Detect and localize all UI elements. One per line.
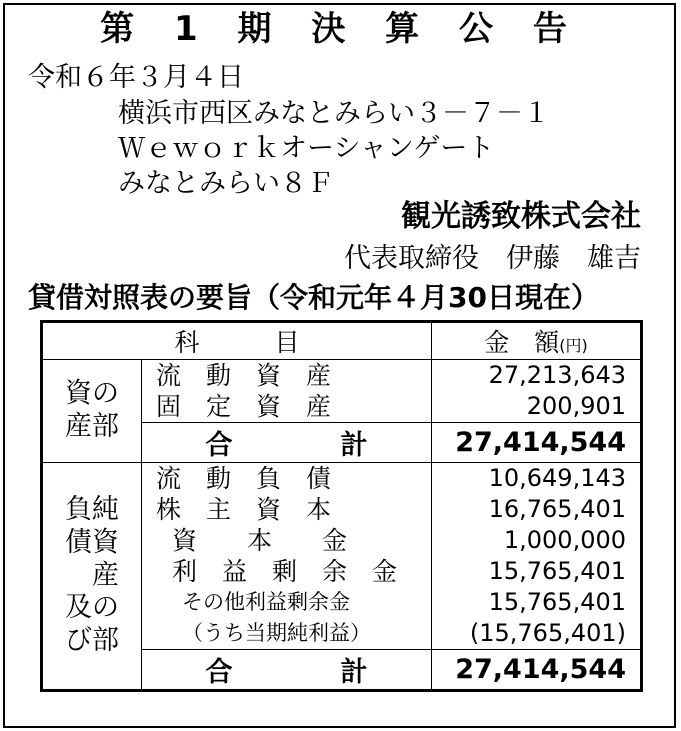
list-item-value: 16,765,401 xyxy=(488,495,627,523)
list-item-value: 1,000,000 xyxy=(503,526,627,554)
address-line-1: 横浜市西区みなとみらい３－７－１ xyxy=(118,98,550,129)
assets-items xyxy=(142,360,432,423)
liabilities-group-line: び部 xyxy=(65,625,119,657)
list-item-value: 200,901 xyxy=(526,392,627,420)
list-item-label: 株 主 資 本 xyxy=(156,495,332,524)
list-item-value: 27,213,643 xyxy=(488,361,627,389)
list-item-label: 固 定 資 産 xyxy=(156,392,332,421)
liabilities-amounts xyxy=(432,463,642,650)
liabilities-total-label: 合 計 xyxy=(142,650,432,691)
list-item-label: 利 益 剰 余 金 xyxy=(172,557,398,586)
assets-group-line: 産部 xyxy=(65,411,119,442)
table-header-row xyxy=(42,322,642,360)
list-item-label: 資 本 金 xyxy=(172,526,348,555)
header-amount xyxy=(432,322,642,360)
notice-date: 令和６年３月４日 xyxy=(28,62,244,93)
liabilities-group-label xyxy=(42,463,142,691)
company-name: 観光誘致株式会社 xyxy=(401,199,641,234)
header-amount-label: 金 額 xyxy=(484,328,560,357)
liabilities-group-line: 債資 xyxy=(65,526,119,558)
list-item-label: （うち当期純利益） xyxy=(182,621,371,645)
address-line-3: みなとみらい８Ｆ xyxy=(118,168,334,199)
notice-title: 第 1 期 決 算 公 告 xyxy=(100,9,581,49)
list-item-value: 15,765,401 xyxy=(488,588,627,616)
list-item-label: その他利益剰余金 xyxy=(182,590,350,614)
liabilities-items xyxy=(142,463,432,650)
list-item-value: 10,649,143 xyxy=(488,464,627,492)
address-line-2: Ｗｅｗｏｒｋオーシャンゲート xyxy=(118,133,495,164)
assets-amounts xyxy=(432,360,642,423)
balance-sheet-title: 貸借対照表の要旨（令和元年４月30日現在） xyxy=(28,281,599,314)
header-item: 科 目 xyxy=(42,322,432,360)
assets-section xyxy=(42,360,642,423)
list-item-label: 流 動 資 産 xyxy=(156,361,332,390)
liabilities-group-line: 産 xyxy=(65,559,119,591)
liabilities-group-line: 及の xyxy=(65,592,119,624)
assets-group-label xyxy=(42,360,142,463)
assets-total-value: 27,414,544 xyxy=(432,423,642,463)
assets-group-line: 資の xyxy=(65,378,119,410)
assets-total-label: 合 計 xyxy=(142,423,432,463)
list-item-value: (15,765,401) xyxy=(469,619,627,647)
list-item-label: 流 動 負 債 xyxy=(156,464,332,493)
liabilities-total-value: 27,414,544 xyxy=(432,650,642,691)
list-item-value: 15,765,401 xyxy=(488,557,627,585)
liabilities-group-line: 負純 xyxy=(65,493,119,525)
liabilities-section xyxy=(42,463,642,650)
representative: 代表取締役 伊藤 雄吉 xyxy=(344,243,641,274)
header-unit: (円) xyxy=(559,336,588,355)
balance-sheet-table xyxy=(40,320,643,692)
